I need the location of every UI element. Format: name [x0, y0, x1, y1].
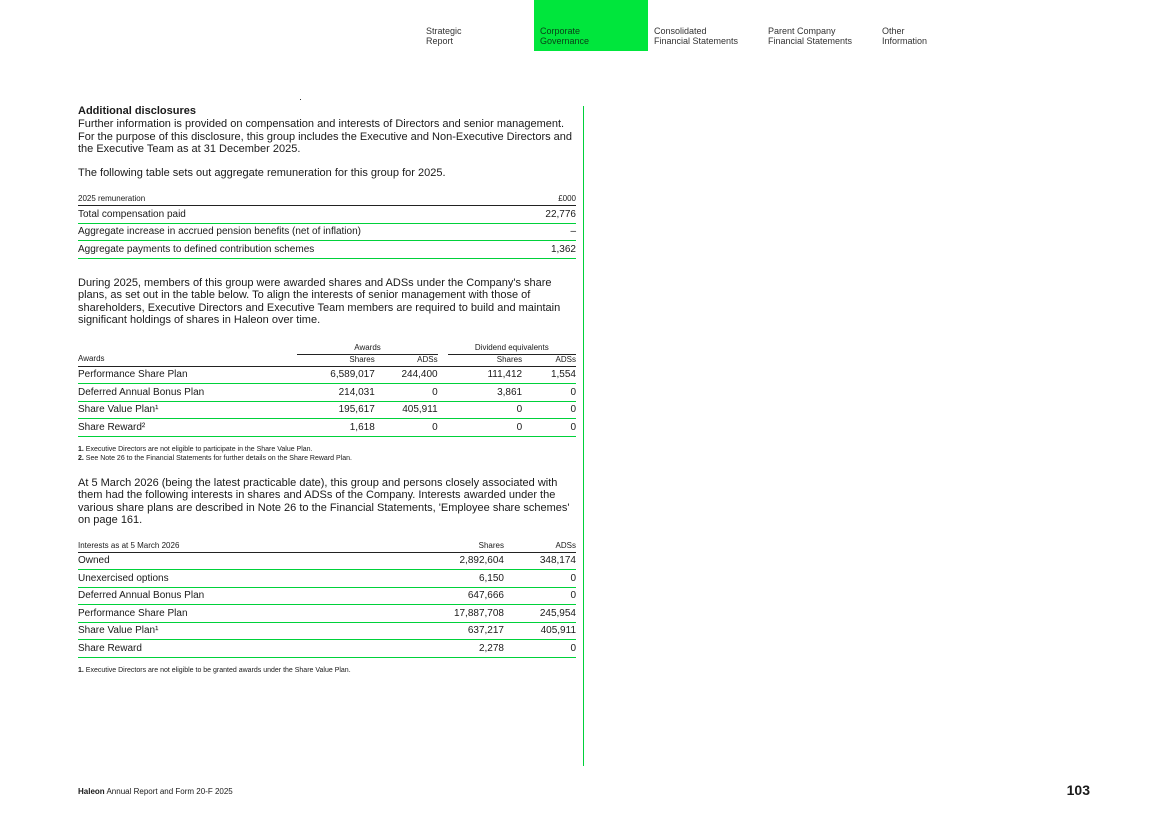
nav-parent-company-financial-statements[interactable]: Parent Company Financial Statements: [768, 26, 853, 46]
column-header: Interests as at 5 March 2026: [78, 541, 383, 553]
column-header: Shares: [297, 354, 374, 366]
awards-intro-paragraph: During 2025, members of this group were awarded shares and ADSs under the Company's share plans, as set out in the table below. To align the interests of senior management with those of shareholders, Executive Directors and Executive Team members are required to build and maintain significant holdings of shares in Haleon over time.: [78, 276, 561, 326]
remuneration-table: [78, 194, 576, 259]
main-content: [78, 104, 576, 675]
column-header: Awards: [78, 354, 297, 366]
footnote: 1. Executive Directors are not eligible to participate in the Share Value Plan.: [78, 445, 313, 453]
footnote: 2. See Note 26 to the Financial Statements for further details on the Share Reward Plan.: [78, 454, 352, 462]
nav-consolidated-financial-statements[interactable]: Consolidated Financial Statements: [654, 26, 739, 46]
column-header: 2025 remuneration: [78, 194, 527, 206]
table-row: Aggregate increase in accrued pension benefits (net of inflation) –: [78, 223, 576, 241]
interests-intro-paragraph: At 5 March 2026 (being the latest practicable date), this group and persons closely associated with them had the following interests in shares and ADSs of the Company. Interests awarded under the various share plans are described in Note 26 to the Financial Statements, 'Employee share schemes' on page 161.: [78, 476, 570, 526]
column-header: ADSs: [375, 354, 438, 366]
nav-other-information[interactable]: Other Information: [882, 26, 928, 46]
report-title: Annual Report and Form 20-F 2025: [104, 787, 233, 796]
table-row: Deferred Annual Bonus Plan 647,666 0: [78, 587, 576, 605]
interests-footnotes: [78, 666, 576, 675]
brand-name: Haleon: [78, 787, 105, 796]
page-number: 103: [1066, 782, 1090, 798]
table-row: Share Reward² 1,618 0 0 0: [78, 419, 576, 437]
awards-table: [78, 343, 576, 437]
page-footer: [78, 787, 233, 796]
nav-strategic-report[interactable]: Strategic Report: [426, 26, 462, 46]
table-row: Performance Share Plan 6,589,017 244,400 111,412 1,554: [78, 366, 576, 384]
group-header-dividend-equivalents: Dividend equivalents: [448, 343, 576, 355]
table-row: Share Value Plan¹ 637,217 405,911: [78, 622, 576, 640]
table-row: Share Reward 2,278 0: [78, 640, 576, 658]
table-row: Aggregate payments to defined contribution schemes 1,362: [78, 241, 576, 259]
column-divider: [583, 106, 584, 766]
column-header: Shares: [448, 354, 523, 366]
column-header: £000: [527, 194, 576, 206]
column-header: ADSs: [504, 541, 576, 553]
top-navigation: [420, 0, 990, 51]
table-row: Owned 2,892,604 348,174: [78, 552, 576, 570]
section-title: Additional disclosures: [78, 105, 196, 117]
column-header: ADSs: [522, 354, 576, 366]
stray-mark: [300, 99, 301, 100]
table-row: Unexercised options 6,150 0: [78, 570, 576, 588]
group-header-awards: Awards: [297, 343, 437, 355]
intro-paragraph: Further information is provided on compensation and interests of Directors and senior management. For the purpose of this disclosure, this group includes the Executive and Non-Executive Directors and the Executive Team as at 31 December 2025.: [78, 118, 573, 155]
table-intro-paragraph: The following table sets out aggregate remuneration for this group for 2025.: [78, 166, 446, 179]
table-row: Share Value Plan¹ 195,617 405,911 0 0: [78, 401, 576, 419]
nav-corporate-governance[interactable]: Corporate Governance: [534, 0, 648, 51]
column-header: Shares: [383, 541, 504, 553]
table-row: Total compensation paid 22,776: [78, 206, 576, 224]
awards-footnotes: [78, 445, 576, 463]
table-row: Deferred Annual Bonus Plan 214,031 0 3,861 0: [78, 384, 576, 402]
footnote: 1. Executive Directors are not eligible to be granted awards under the Share Value Plan.: [78, 666, 351, 674]
interests-table: [78, 541, 576, 658]
table-row: Performance Share Plan 17,887,708 245,954: [78, 605, 576, 623]
